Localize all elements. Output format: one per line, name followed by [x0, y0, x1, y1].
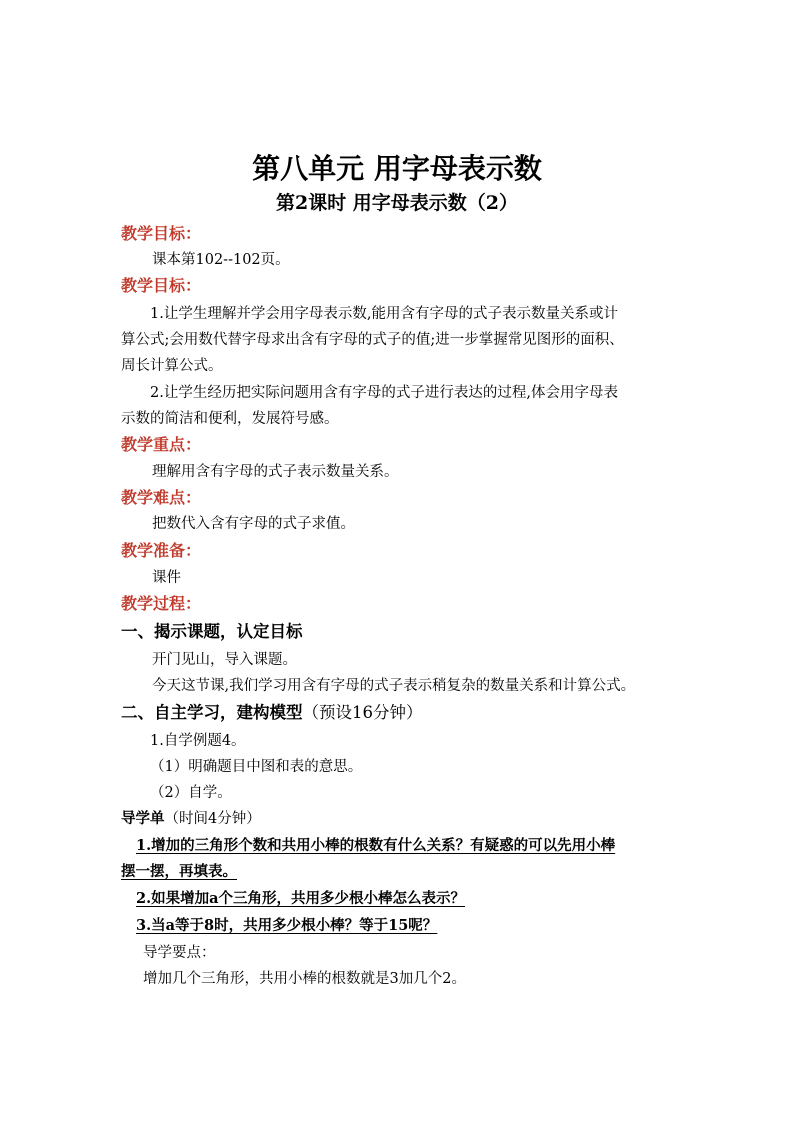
objectives-heading-2: 教学目标：: [121, 276, 202, 295]
part2-heading-row: [121, 703, 423, 723]
part2-line-1: 1.自学例题4。: [150, 733, 246, 749]
key-heading: 教学重点：: [121, 435, 202, 454]
objectives-heading-1: 教学目标：: [121, 224, 202, 243]
prep-heading: 教学准备：: [121, 541, 202, 560]
page-title: 第八单元 用字母表示数: [252, 152, 542, 185]
objective-1-line-1: 1.让学生理解并学会用字母表示数,能用含有字母的式子表示数量关系或计: [150, 306, 618, 322]
part1-line-1: 开门见山，导入课题。: [152, 652, 297, 668]
part2-heading: 二、自主学习，建构模型: [121, 703, 303, 722]
guide-points-text: 增加几个三角形，共用小棒的根数就是3加几个2。: [143, 971, 466, 987]
guide-points-heading: 导学要点：: [143, 945, 216, 961]
objective-1-line-2: 算公式;会用数代替字母求出含有字母的式子的值;进一步掌握常见图形的面积、: [121, 332, 624, 348]
difficulty-heading: 教学难点：: [121, 488, 202, 507]
part1-heading: 一、揭示课题，认定目标: [121, 622, 303, 641]
page-subtitle: 第2课时 用字母表示数（2）: [275, 192, 519, 214]
objective-1-line-3: 周长计算公式。: [121, 358, 223, 374]
guide-question-1-line-1: 1.增加的三角形个数和共用小棒的根数有什么关系？有疑惑的可以先用小棒: [136, 837, 616, 854]
guide-heading-note: （时间4分钟）: [164, 811, 261, 827]
guide-question-1-line-2: 摆一摆，再填表。: [121, 863, 237, 880]
prep-text: 课件: [152, 570, 181, 586]
objectives-text-1: 课本第102--102页。: [152, 252, 290, 268]
process-heading: 教学过程：: [121, 594, 202, 613]
part1-line-2: 今天这节课,我们学习用含有字母的式子表示稍复杂的数量关系和计算公式。: [152, 678, 636, 694]
guide-heading: 导学单: [121, 810, 165, 827]
guide-question-3: 3.当a等于8时，共用多少根小棒？等于15呢？: [136, 917, 438, 934]
difficulty-text: 把数代入含有字母的式子求值。: [152, 516, 355, 532]
objective-2-line-2: 示数的简洁和便利，发展符号感。: [121, 411, 339, 427]
key-text: 理解用含有字母的式子表示数量关系。: [152, 464, 399, 480]
guide-heading-row: [121, 809, 261, 829]
guide-question-2: 2.如果增加a个三角形，共用多少根小棒怎么表示？: [136, 890, 466, 907]
objective-2-line-1: 2.让学生经历把实际问题用含有字母的式子进行表达的过程,体会用字母表: [150, 385, 618, 401]
part2-line-3: （2）自学。: [150, 785, 232, 801]
part2-line-2: （1）明确题目中图和表的意思。: [150, 759, 363, 775]
part2-heading-note: （预设16分钟）: [302, 703, 423, 722]
